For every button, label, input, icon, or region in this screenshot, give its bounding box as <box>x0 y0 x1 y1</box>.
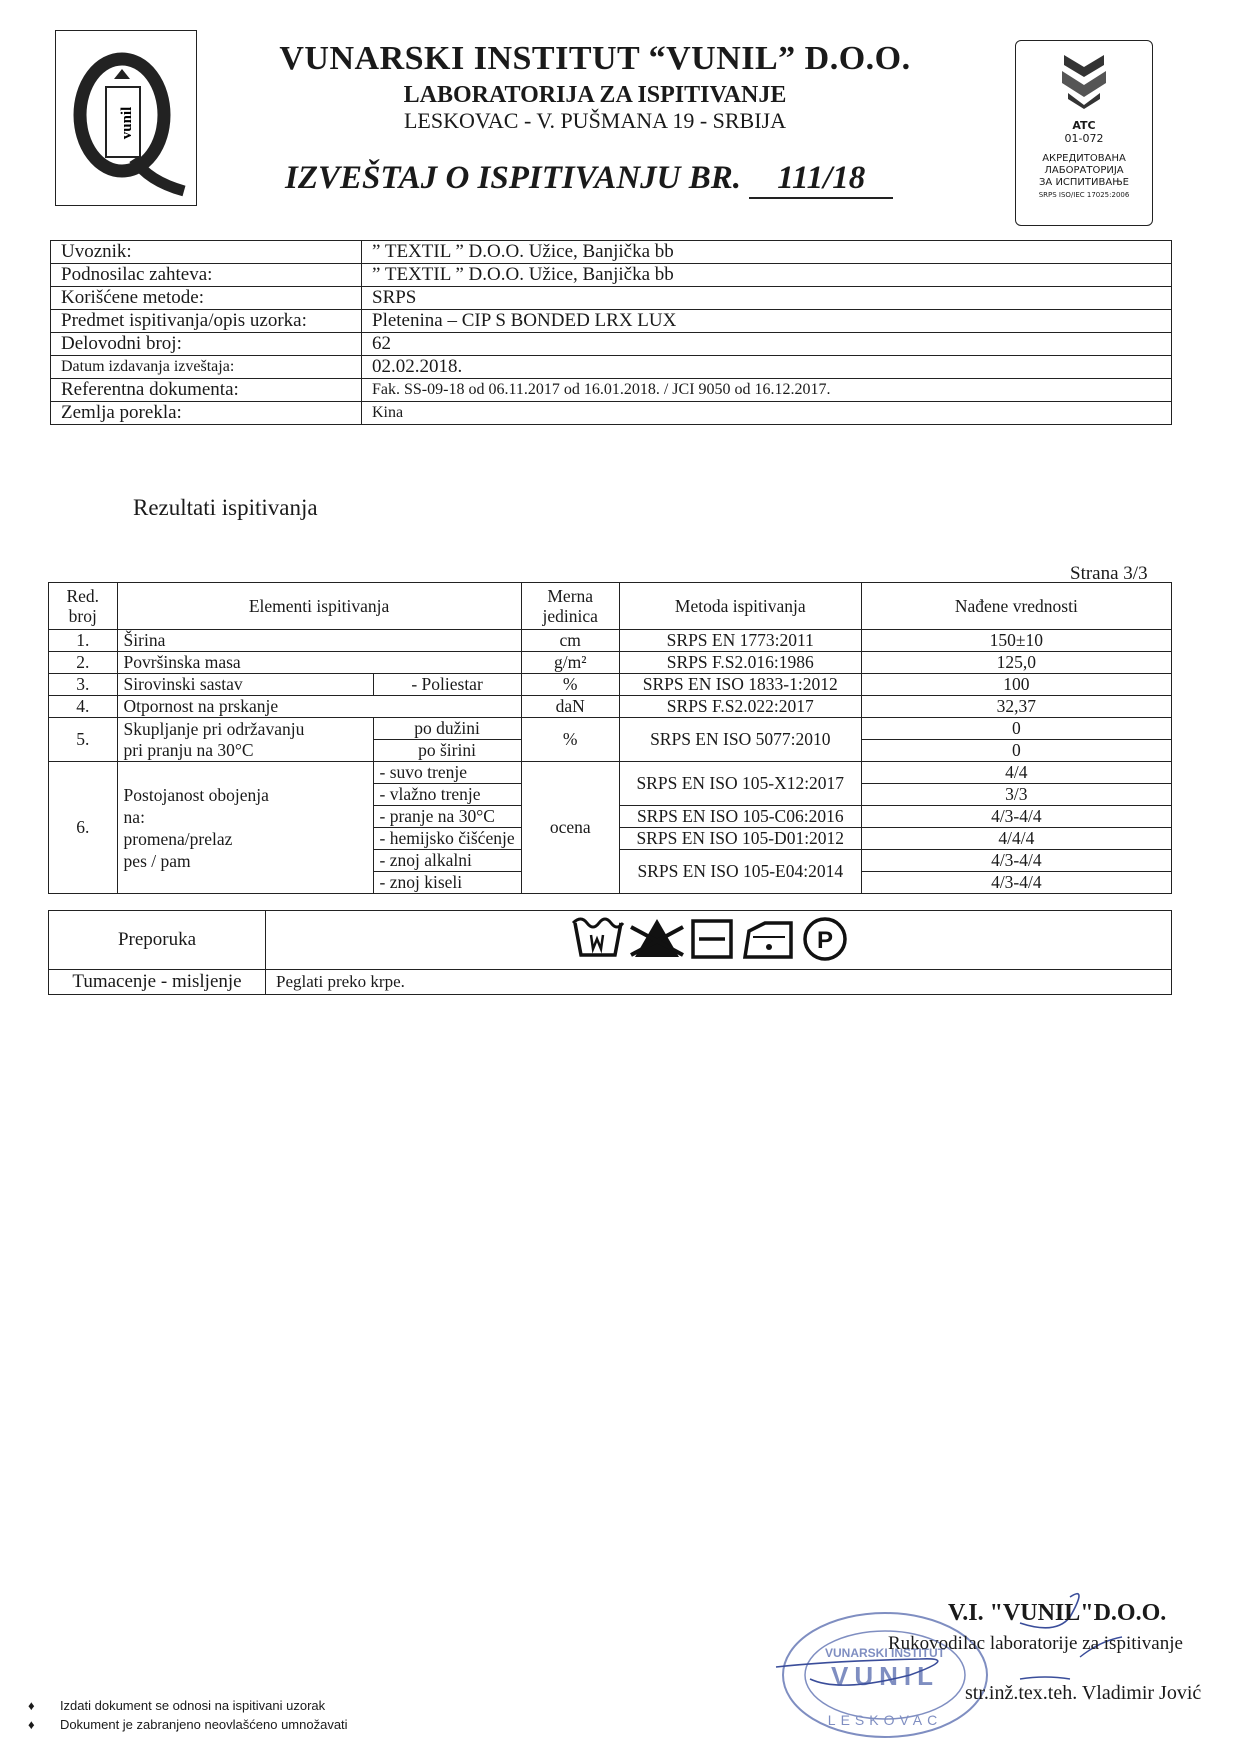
recommendation-label: Preporuka <box>49 911 266 970</box>
care-symbols <box>266 911 1172 970</box>
wash-30-icon <box>573 919 623 955</box>
info-value: 62 <box>362 333 1172 356</box>
row-value: 3/3 <box>861 784 1171 806</box>
row-value: 0 <box>861 740 1171 762</box>
row-element-line: pes / pam <box>123 850 191 871</box>
info-label: Predmet ispitivanja/opis uzorka: <box>51 310 362 333</box>
row-unit: % <box>521 674 619 696</box>
row-no: 4. <box>49 696 118 718</box>
info-row-applicant <box>51 264 1172 287</box>
atc-accreditation-icon <box>1054 49 1114 111</box>
row-element-line: promena/prelaz <box>123 828 233 849</box>
row-element-line: Skupljanje pri održavanju <box>123 718 305 739</box>
info-value: ” TEXTIL ” D.O.O. Užice, Banjička bb <box>362 241 1172 264</box>
atc-label: ATC <box>1072 119 1096 132</box>
row-method: SRPS EN ISO 1833-1:2012 <box>619 674 861 696</box>
info-label: Zemlja porekla: <box>51 402 362 425</box>
row-unit: daN <box>521 696 619 718</box>
info-label: Korišćene metode: <box>51 287 362 310</box>
header-value: Nađene vrednosti <box>861 583 1171 630</box>
report-info-table <box>50 240 1172 425</box>
lab-name: LABORATORIJA ZA ISPITIVANJE <box>403 82 787 108</box>
row-element-line: na: <box>123 806 145 827</box>
row-value: 4/3-4/4 <box>861 850 1171 872</box>
info-row-origin <box>51 402 1172 425</box>
info-row-file-number <box>51 333 1172 356</box>
accreditation-code: 01-072 <box>1064 132 1104 145</box>
recommendation-table <box>48 910 1172 995</box>
page-number: Strana 3/3 <box>1070 563 1148 584</box>
footnote <box>28 1717 348 1732</box>
row-method: SRPS EN ISO 105-D01:2012 <box>619 828 861 850</box>
row-no: 3. <box>49 674 118 696</box>
row-no: 1. <box>49 630 118 652</box>
stamp-mid-text: VUNIL <box>831 1661 939 1691</box>
row-sub-element: po dužini <box>373 718 521 740</box>
results-table <box>48 582 1172 894</box>
row-element-line: Postojanost obojenja <box>123 784 269 805</box>
info-row-importer <box>51 241 1172 264</box>
row-sub-element: - Poliestar <box>373 674 521 696</box>
row-unit: % <box>521 718 619 762</box>
info-value: Kina <box>362 402 1172 425</box>
row-method: SRPS F.S2.022:2017 <box>619 696 861 718</box>
recommendation-row <box>49 911 1172 970</box>
row-element: Otpornost na prskanje <box>117 696 521 718</box>
row-sub-element: po širini <box>373 740 521 762</box>
report-prefix: IZVEŠTAJ O ISPITIVANJU BR. <box>285 160 742 196</box>
footnote <box>28 1698 325 1713</box>
info-label: Referentna dokumenta: <box>51 379 362 402</box>
table-row <box>49 762 1172 784</box>
row-element <box>117 718 373 762</box>
row-sub-element: - znoj alkalni <box>373 850 521 872</box>
info-label: Delovodni broj: <box>51 333 362 356</box>
row-unit: cm <box>521 630 619 652</box>
row-value: 125,0 <box>861 652 1171 674</box>
row-unit: ocena <box>521 762 619 894</box>
row-no: 5. <box>49 718 118 762</box>
info-row-methods <box>51 287 1172 310</box>
info-value: Fak. SS-09-18 od 06.11.2017 od 16.01.2018. / JCI 9050 od 16.12.2017. <box>362 379 1172 402</box>
bullet-icon: ♦ <box>28 1717 35 1732</box>
row-value: 32,37 <box>861 696 1171 718</box>
institute-address: LESKOVAC - V. PUŠMANA 19 - SRBIJA <box>403 108 787 133</box>
row-element: Sirovinski sastav <box>117 674 373 696</box>
institute-name: VUNARSKI INSTITUT “VUNIL” D.O.O. <box>279 40 911 77</box>
accreditation-line1: АКРЕДИТОВАНА <box>1042 153 1126 164</box>
info-value: Pletenina – CIP S BONDED LRX LUX <box>362 310 1172 333</box>
row-no: 2. <box>49 652 118 674</box>
dry-clean-letter: P <box>816 927 833 954</box>
row-method: SRPS EN ISO 105-X12:2017 <box>619 762 861 806</box>
row-value: 150±10 <box>861 630 1171 652</box>
results-heading: Rezultati ispitivanja <box>133 495 318 520</box>
info-row-issue-date <box>51 356 1172 379</box>
flat-dry-icon <box>693 921 731 957</box>
header-element: Elementi ispitivanja <box>117 583 521 630</box>
info-label: Podnosilac zahteva: <box>51 264 362 287</box>
row-sub-element: - vlažno trenje <box>373 784 521 806</box>
row-element-line: pri pranju na 30°C <box>123 739 254 760</box>
info-label: Uvoznik: <box>51 241 362 264</box>
institute-logo <box>55 30 197 206</box>
table-row <box>49 718 1172 740</box>
table-row <box>49 696 1172 718</box>
row-value: 4/3-4/4 <box>861 806 1171 828</box>
results-header-row <box>49 583 1172 630</box>
info-label: Datum izdavanja izveštaja: <box>51 356 362 379</box>
row-no: 6. <box>49 762 118 894</box>
row-element <box>117 762 373 894</box>
row-element: Širina <box>117 630 521 652</box>
info-value: 02.02.2018. <box>362 356 1172 379</box>
accreditation-line3: ЗА ИСПИТИВАЊЕ <box>1039 177 1129 188</box>
row-value: 4/4 <box>861 762 1171 784</box>
round-stamp-icon <box>783 1613 987 1737</box>
interpretation-label: Tumacenje - misljenje <box>49 970 266 995</box>
row-element: Površinska masa <box>117 652 521 674</box>
dry-clean-p-icon <box>805 919 845 959</box>
row-value: 4/3-4/4 <box>861 872 1171 894</box>
bullet-icon: ♦ <box>28 1698 35 1713</box>
header-no: Red. broj <box>49 583 118 630</box>
vunil-q-logo-icon <box>56 31 195 204</box>
row-value: 0 <box>861 718 1171 740</box>
row-sub-element: - hemijsko čišćenje <box>373 828 521 850</box>
stamp-bottom-text: LESKOVAC <box>827 1712 943 1728</box>
table-row <box>49 674 1172 696</box>
accreditation-badge <box>1015 40 1153 226</box>
interpretation-value: Peglati preko krpe. <box>266 970 1172 995</box>
row-unit: g/m² <box>521 652 619 674</box>
logo-text: vunil <box>119 106 135 140</box>
table-row <box>49 652 1172 674</box>
footnote-text: Izdati dokument se odnosi na ispitivani uzorak <box>59 1698 326 1713</box>
signature-role: Rukovodilac laboratorije za ispitivanje <box>888 1633 1183 1654</box>
no-bleach-icon <box>631 919 683 957</box>
row-method: SRPS EN ISO 5077:2010 <box>619 718 861 762</box>
interpretation-row <box>49 970 1172 995</box>
row-value: 100 <box>861 674 1171 696</box>
accreditation-line2: ЛАБОРАТОРИЈА <box>1044 165 1124 176</box>
report-title <box>285 160 985 199</box>
report-number: 111/18 <box>749 160 893 199</box>
header-method: Metoda ispitivanja <box>619 583 861 630</box>
header-unit: Merna jedinica <box>521 583 619 630</box>
info-value: ” TEXTIL ” D.O.O. Užice, Banjička bb <box>362 264 1172 287</box>
row-method: SRPS F.S2.016:1986 <box>619 652 861 674</box>
row-sub-element: - suvo trenje <box>373 762 521 784</box>
row-method: SRPS EN 1773:2011 <box>619 630 861 652</box>
signature-name: str.inž.tex.teh. Vladimir Jović <box>965 1682 1202 1704</box>
row-sub-element: - znoj kiseli <box>373 872 521 894</box>
signature-company: V.I. "VUNIL"D.O.O. <box>948 1600 1167 1626</box>
info-row-subject <box>51 310 1172 333</box>
row-sub-element: - pranje na 30°C <box>373 806 521 828</box>
care-symbol-strip <box>569 911 869 963</box>
row-value: 4/4/4 <box>861 828 1171 850</box>
info-value: SRPS <box>362 287 1172 310</box>
accreditation-standard: SRPS ISO/IEC 17025:2006 <box>1038 191 1130 199</box>
stamp-top-text: VUNARSKI INSTITUT <box>825 1646 945 1660</box>
table-row <box>49 630 1172 652</box>
info-row-references <box>51 379 1172 402</box>
iron-low-icon <box>745 923 791 957</box>
footnote-text: Dokument je zabranjeno neovlašćeno umnožavati <box>59 1717 348 1732</box>
row-method: SRPS EN ISO 105-E04:2014 <box>619 850 861 894</box>
row-method: SRPS EN ISO 105-C06:2016 <box>619 806 861 828</box>
